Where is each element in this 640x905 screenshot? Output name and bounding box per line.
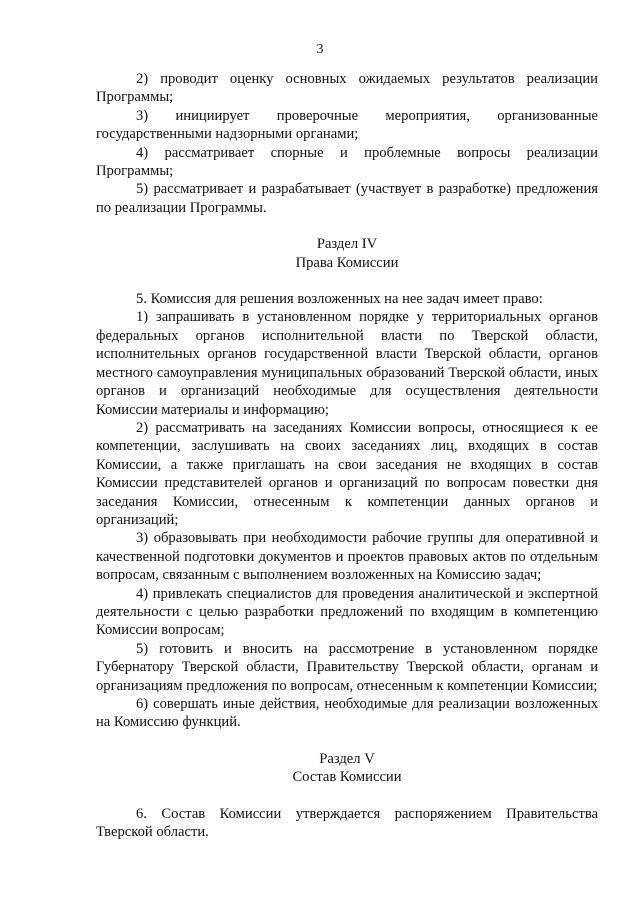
section-5-title: Состав Комиссии <box>292 769 402 786</box>
clause-5-item-3: 3) образовывать при необходимости рабочие группы для оперативной и качественной подготовки документов и проектов правовых актов по отдельным вопросам, связанным с выполнением возложенных на Комиссию задач; <box>96 530 598 584</box>
page-number: 3 <box>316 42 324 57</box>
clause-5-item-2: 2) рассматривать на заседаниях Комиссии вопросы, относящиеся к ее компетенции, заслушивать на своих заседаниях лиц, входящих в состав Комиссии, а также приглашать на свои заседания не входящих в состав Комиссии представителей органов и организаций по вопросам повестки дня заседания Комиссии, отнесенным к компетенции данных органов и организаций; <box>96 419 598 528</box>
document-body <box>96 70 598 841</box>
clause-6: 6. Состав Комиссии утверждается распоряжением Правительства Тверской области. <box>96 805 598 841</box>
clause-5-item-6: 6) совершать иные действия, необходимые для реализации возложенных на Комиссию функций. <box>96 696 598 731</box>
section-4-number: Раздел IV <box>316 236 378 253</box>
paragraph-item-2: 2) проводит оценку основных ожидаемых результатов реализации Программы; <box>96 71 598 106</box>
clause-5-item-5: 5) готовить и вносить на рассмотрение в установленном порядке Губернатору Тверской области, Правительству Тверской области, органам и организациям предложения по вопросам, отнесенным к компетенции Комиссии; <box>96 640 598 694</box>
clause-5-item-4: 4) привлекать специалистов для проведения аналитической и экспертной деятельности с целью разработки предложений по входящим в компетенцию Комиссии вопросам; <box>96 585 598 639</box>
paragraph-item-4: 4) рассматривает спорные и проблемные вопросы реализации Программы; <box>96 144 598 180</box>
paragraph-item-5: 5) рассматривает и разрабатывает (участвует в разработке) предложения по реализации Программы. <box>96 181 598 216</box>
section-5-number: Раздел V <box>319 750 375 767</box>
paragraph-item-3: 3) инициирует проверочные мероприятия, организованные государственными надзорными органами; <box>96 107 598 143</box>
section-4-title: Права Комиссии <box>295 254 399 271</box>
clause-5-intro: 5. Комиссия для решения возложенных на нее задач имеет право: <box>136 291 543 308</box>
clause-5-item-1: 1) запрашивать в установленном порядке у территориальных органов федеральных органов исполнительной власти по Тверской области, исполнительных органов государственной власти Тверской области, органов местного самоуправления муниципальных образований Тверской области, иных органов и организаций необходимые для осуществления деятельности Комиссии материалы и информацию; <box>96 309 598 418</box>
